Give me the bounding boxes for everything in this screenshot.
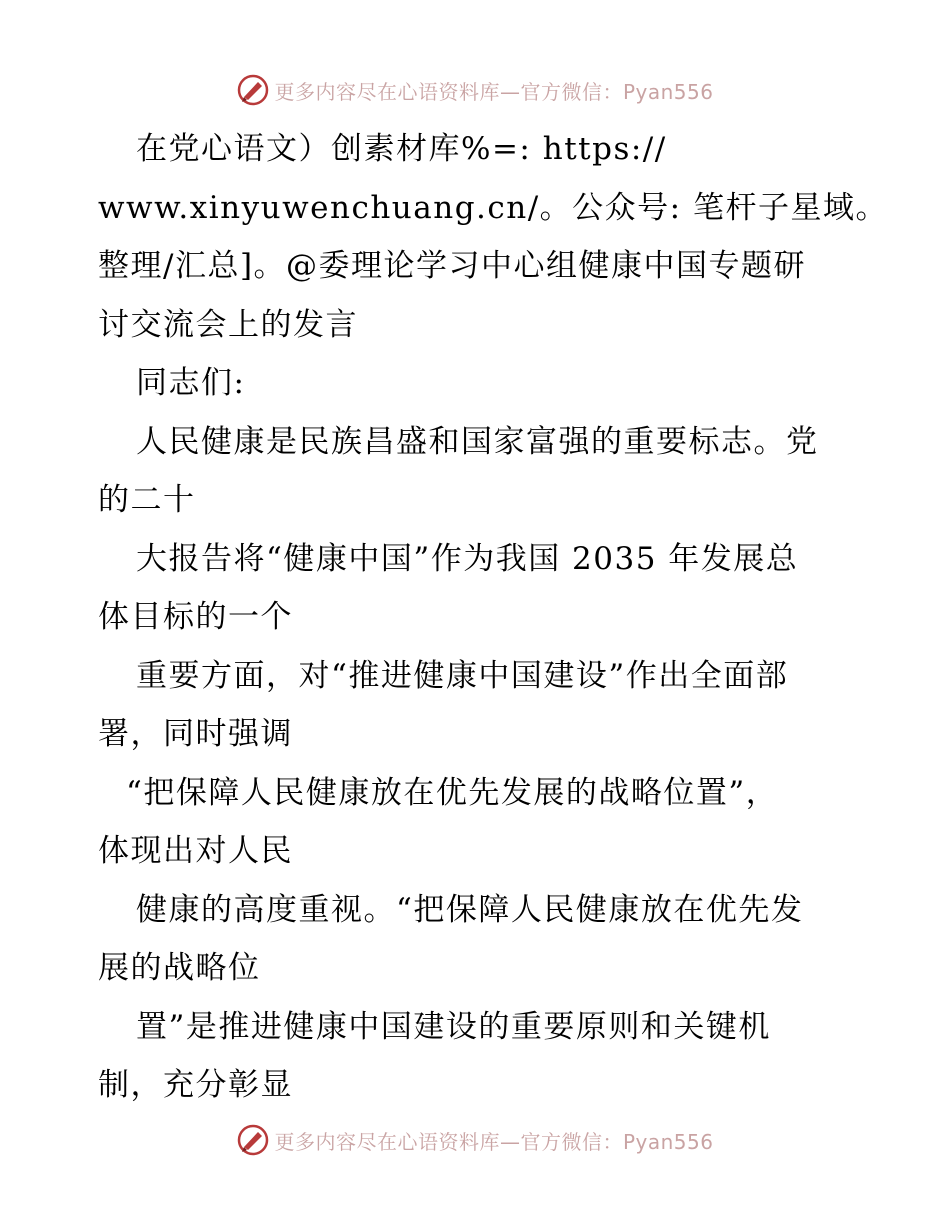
body-line: 制，充分彰显 xyxy=(98,1067,293,1103)
body-line: 署，同时强调 xyxy=(98,716,293,752)
body-line: 体目标的一个 xyxy=(98,599,293,635)
body-line: 置”是推进健康中国建设的重要原则和关键机 xyxy=(136,1008,771,1045)
header-banner xyxy=(0,72,950,108)
footer-banner-text: 更多内容尽在心语资料库—官方微信：Pyan556 xyxy=(274,1129,714,1154)
body-line: 同志们: xyxy=(136,365,246,401)
body-line: 展的战略位 xyxy=(98,950,261,986)
body-line: 大报告将“健康中国”作为我国 2035 年发展总 xyxy=(136,540,799,577)
body-line: 健康的高度重视。“把保障人民健康放在优先发 xyxy=(136,891,804,928)
body-line: 人民健康是民族昌盛和国家富强的重要标志。党 xyxy=(136,423,819,460)
header-banner-text: 更多内容尽在心语资料库—官方微信：Pyan556 xyxy=(274,79,714,104)
body-line: 的二十 xyxy=(98,482,196,518)
pen-logo-icon xyxy=(236,1123,270,1157)
body-line: www.xinyuwenchuang.cn/。公众号: 笔杆子星域。 xyxy=(98,189,888,226)
footer-banner xyxy=(0,1122,950,1158)
pen-logo-icon xyxy=(236,73,270,107)
body-line: 体现出对人民 xyxy=(98,833,293,869)
body-line: “把保障人民健康放在优先发展的战略位置”， xyxy=(126,774,779,811)
body-line: 讨交流会上的发言 xyxy=(98,306,358,343)
body-line: 在党心语文）创素材库%=: https:// xyxy=(136,131,667,167)
document-body xyxy=(98,120,888,1115)
body-line: 整理/汇总]。@委理论学习中心组健康中国专题研 xyxy=(98,248,807,284)
body-line: 重要方面，对“推进健康中国建设”作出全面部 xyxy=(136,657,789,694)
